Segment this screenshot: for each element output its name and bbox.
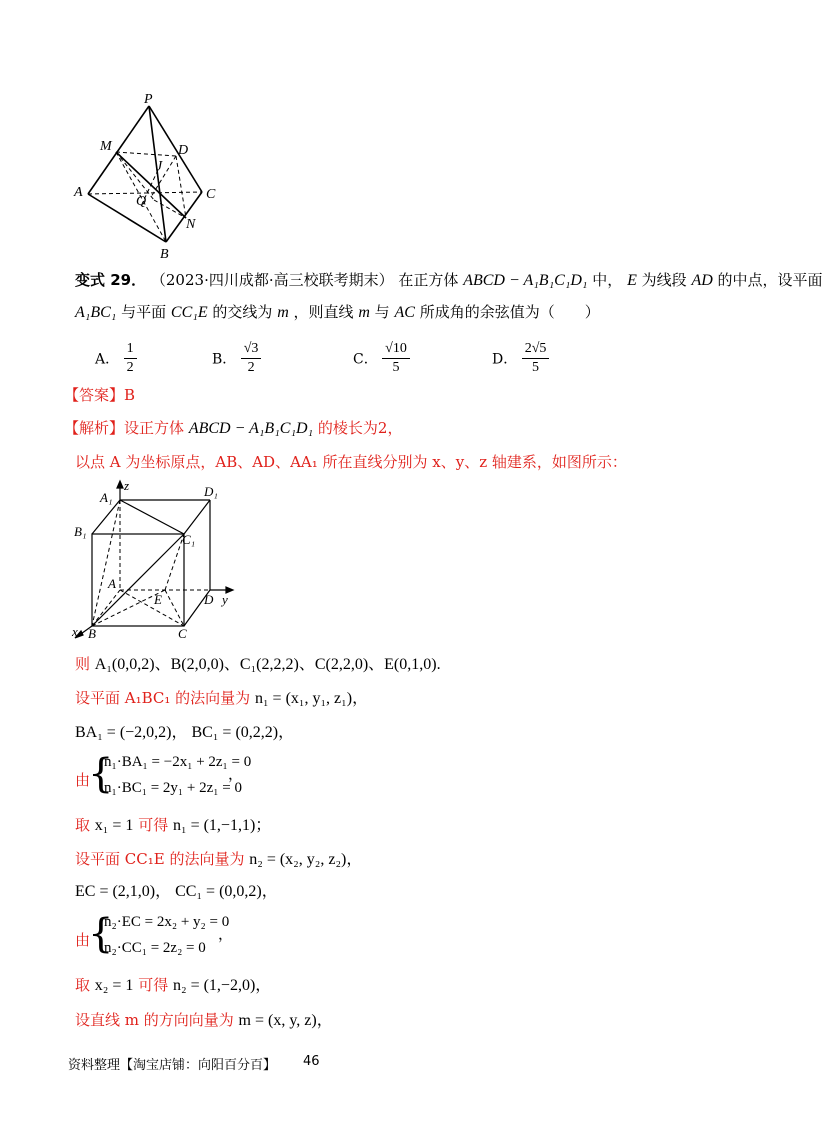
numerator: √10 bbox=[382, 340, 410, 359]
problem-line-2 bbox=[75, 302, 600, 323]
problem-text: 的中点，设平面 bbox=[717, 271, 823, 289]
value-x2: x₂ = 1 bbox=[94, 977, 134, 994]
fraction bbox=[382, 340, 410, 377]
option-letter: C． bbox=[353, 351, 378, 368]
label-y: y bbox=[222, 592, 228, 607]
problem-text: 与平面 bbox=[121, 303, 167, 321]
label-D1: D₁ bbox=[204, 484, 218, 499]
solution-text: 则 bbox=[75, 655, 91, 673]
line-AC: AC bbox=[394, 304, 415, 321]
left-brace: { bbox=[88, 751, 114, 797]
label-B: B bbox=[160, 247, 169, 262]
vector-list: EC = (2,1,0)， CC₁ = (0,0,2)， bbox=[75, 883, 278, 900]
analysis-label: 【解析】 bbox=[64, 419, 125, 437]
vector-list: BA₁ = (−2,0,2)， BC₁ = (0,2,2)， bbox=[75, 724, 295, 741]
n2-line bbox=[75, 849, 362, 870]
coords-list: A₁(0,0,2)、B(2,0,0)、C₁(2,2,2)、C(2,2,0)、E(0,1,0). bbox=[94, 656, 441, 673]
normal-vector-n1: n₁ = (x₁, y₁, z₁)， bbox=[254, 690, 369, 707]
option-letter: A． bbox=[95, 351, 120, 368]
problem-text: 在正方体 bbox=[398, 271, 459, 289]
cube-figure bbox=[70, 478, 240, 640]
problem-source: （2023·四川成都·高三校联考期末） bbox=[150, 271, 394, 289]
label-A: A bbox=[74, 185, 83, 200]
cube-name: ABCD − A₁B₁C₁D₁ bbox=[463, 272, 588, 289]
solution-text: 可得 bbox=[138, 976, 169, 994]
point-E: E bbox=[627, 272, 637, 289]
m-line bbox=[75, 1010, 333, 1031]
option-d[interactable] bbox=[492, 340, 549, 377]
solution-text: 取 bbox=[75, 976, 91, 994]
label-B1: B₁ bbox=[74, 524, 87, 539]
normal-vector-n2-value: n₂ = (1,−2,0)， bbox=[172, 977, 272, 994]
fraction bbox=[241, 340, 262, 377]
solution-text: 取 bbox=[75, 816, 91, 834]
take1-line bbox=[75, 815, 271, 836]
solution-text: 设平面 A₁BC₁ 的法向量为 bbox=[75, 689, 251, 707]
pyramid-figure bbox=[66, 92, 226, 262]
option-letter: D． bbox=[492, 351, 518, 368]
option-c[interactable] bbox=[353, 340, 410, 377]
cube-name: ABCD − A₁B₁C₁D₁ bbox=[188, 420, 314, 437]
vecs1-line bbox=[75, 722, 294, 743]
problem-text: 与 bbox=[374, 303, 390, 321]
option-b[interactable] bbox=[212, 340, 261, 377]
answer-line bbox=[64, 385, 135, 405]
by1-label: 由 bbox=[75, 771, 91, 789]
system1-comma: ， bbox=[228, 765, 244, 783]
denominator: 5 bbox=[532, 360, 540, 375]
coords-line bbox=[75, 654, 441, 675]
label-x: x bbox=[72, 624, 78, 639]
label-Q: Q bbox=[136, 194, 147, 209]
problem-label: 变式 29． bbox=[75, 271, 147, 289]
plane-A1BC1: A₁BC₁ bbox=[75, 304, 117, 321]
analysis-line-1 bbox=[64, 418, 402, 439]
analysis-text: 以点 A 为坐标原点，AB、AD、AA₁ 所在直线分别为 x、y、z 轴建系，如图所示： bbox=[75, 453, 627, 471]
value-x1: x₁ = 1 bbox=[94, 817, 134, 834]
solution-text: 设直线 m 的方向向量为 bbox=[75, 1011, 234, 1029]
label-C: C bbox=[178, 626, 187, 641]
analysis-text: 的棱长为2， bbox=[317, 419, 403, 437]
denominator: 2 bbox=[126, 360, 134, 375]
problem-text: 的交线为 bbox=[212, 303, 273, 321]
label-C: C bbox=[206, 187, 216, 202]
option-letter: B． bbox=[212, 351, 237, 368]
numerator: √3 bbox=[241, 340, 262, 359]
page-number: 46 bbox=[303, 1054, 320, 1069]
direction-vector-m: m = (x, y, z)， bbox=[238, 1012, 333, 1029]
label-D: D bbox=[178, 143, 189, 158]
label-z: z bbox=[124, 478, 130, 493]
label-B: B bbox=[88, 626, 96, 641]
label-A: A bbox=[108, 576, 116, 591]
vecs2-line bbox=[75, 881, 278, 902]
problem-text: 所成角的余弦值为（ ） bbox=[419, 303, 600, 321]
problem-text: 为线段 bbox=[641, 271, 687, 289]
label-M: M bbox=[100, 139, 112, 154]
label-N: N bbox=[186, 217, 196, 232]
label-P: P bbox=[144, 92, 153, 107]
label-C1: C₁ bbox=[182, 532, 196, 547]
denominator: 5 bbox=[392, 360, 400, 375]
label-E: E bbox=[154, 592, 162, 607]
option-a[interactable] bbox=[95, 340, 137, 377]
system1-eq2: n₁·BC₁ = 2y₁ + 2z₁ = 0 bbox=[104, 780, 242, 796]
analysis-line-2 bbox=[75, 452, 627, 472]
problem-line-1 bbox=[75, 270, 823, 291]
answer-label: 【答案】 bbox=[64, 386, 125, 404]
plane-CC1E: CC₁E bbox=[170, 304, 208, 321]
n1-line bbox=[75, 688, 368, 709]
system2-eq2: n₂·CC₁ = 2z₂ = 0 bbox=[104, 940, 206, 956]
label-J: J bbox=[156, 159, 163, 174]
solution-text: 可得 bbox=[138, 816, 169, 834]
line-m: m bbox=[358, 304, 370, 321]
problem-text: 中， bbox=[592, 271, 623, 289]
system2-comma: ， bbox=[218, 925, 234, 943]
footer-text: 资料整理【淘宝店铺：向阳百分百】 bbox=[68, 1058, 277, 1073]
normal-vector-n2: n₂ = (x₂, y₂, z₂)， bbox=[249, 851, 363, 868]
label-A1: A₁ bbox=[100, 490, 113, 505]
label-D: D bbox=[204, 592, 214, 607]
numerator: 1 bbox=[124, 340, 137, 359]
fraction bbox=[522, 340, 550, 377]
normal-vector-n1-value: n₁ = (1,−1,1)； bbox=[172, 817, 272, 834]
system2-eq1: n₂·EC = 2x₂ + y₂ = 0 bbox=[104, 914, 230, 930]
system1-eq1: n₁·BA₁ = −2x₁ + 2z₁ = 0 bbox=[104, 754, 252, 770]
denominator: 2 bbox=[247, 360, 255, 375]
fraction bbox=[124, 340, 137, 377]
numerator: 2√5 bbox=[522, 340, 550, 359]
by2-label: 由 bbox=[75, 931, 91, 949]
segment-AD: AD bbox=[691, 272, 713, 289]
solution-text: 设平面 CC₁E 的法向量为 bbox=[75, 850, 245, 868]
problem-text: ，则直线 bbox=[293, 303, 354, 321]
answer-value: B bbox=[124, 386, 136, 404]
left-brace: { bbox=[88, 911, 114, 957]
take2-line bbox=[75, 975, 271, 996]
analysis-text: 设正方体 bbox=[124, 419, 185, 437]
line-m: m bbox=[277, 304, 289, 321]
